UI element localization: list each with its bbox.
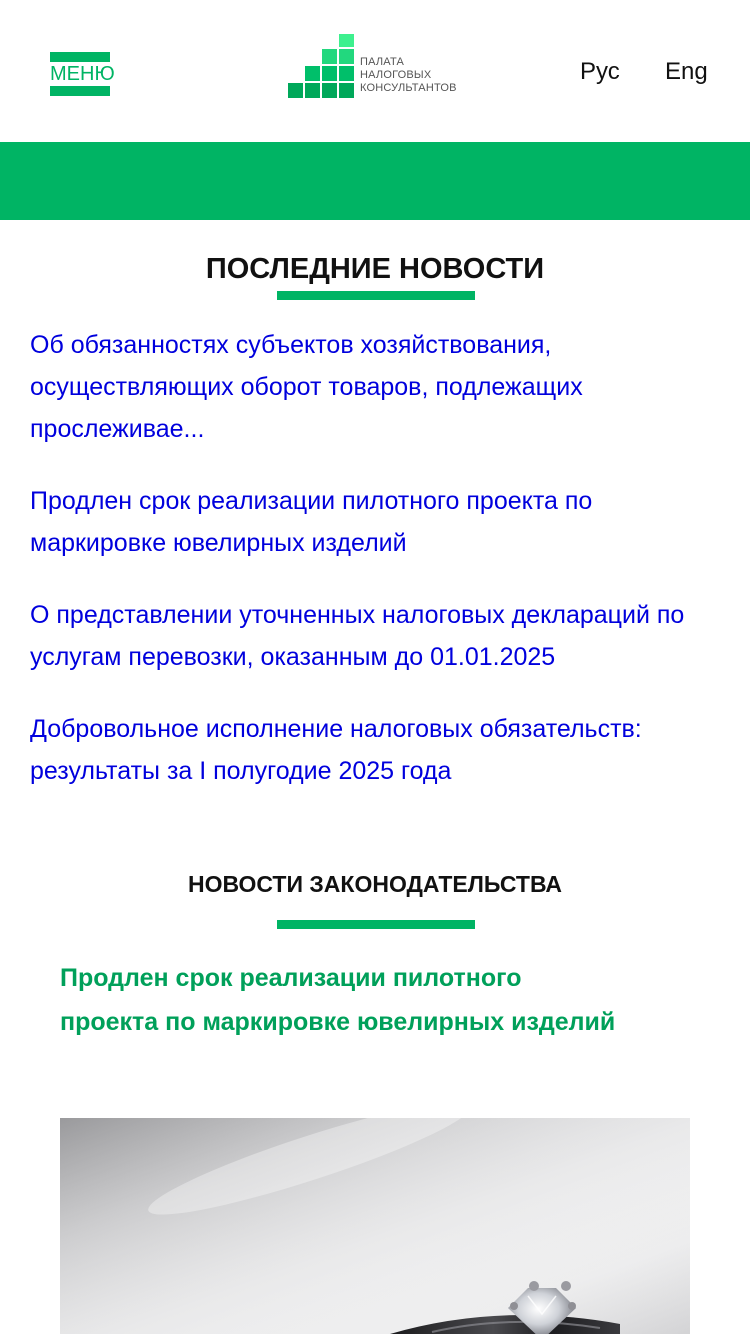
chamber-logo[interactable] xyxy=(288,34,468,98)
green-banner xyxy=(0,142,750,220)
news-link[interactable]: О представлении уточненных налоговых деклараций по услугам перевозки, оказанным до 01.01.2025 xyxy=(30,601,685,671)
feature-article-image[interactable] xyxy=(60,1118,690,1334)
list-item xyxy=(30,594,730,678)
logo-bars-icon xyxy=(288,34,354,98)
latest-news-underline xyxy=(277,291,475,300)
legislation-news-title: НОВОСТИ ЗАКОНОДАТЕЛЬСТВА xyxy=(187,871,563,897)
news-link[interactable]: Продлен срок реализации пилотного проекта по маркировке ювелирных изделий xyxy=(30,487,593,557)
news-link[interactable]: Об обязанностях субъектов хозяйствования, осуществляющих оборот товаров, подлежащих прослеживае... xyxy=(30,331,583,443)
logo-line-3: КОНСУЛЬТАНТОВ xyxy=(360,82,457,94)
menu-label: МЕНЮ xyxy=(50,63,115,85)
site-header xyxy=(0,0,750,142)
language-en-link[interactable]: Eng xyxy=(665,58,708,85)
language-ru-link[interactable]: Рус xyxy=(580,58,620,85)
feature-article-title[interactable]: Продлен срок реализации пилотного проекта по маркировке ювелирных изделий xyxy=(60,964,616,1036)
menu-bar-bottom xyxy=(50,86,110,96)
menu-bar-top xyxy=(50,52,110,62)
latest-news-list xyxy=(30,324,730,822)
list-item xyxy=(30,480,730,564)
news-link[interactable]: Добровольное исполнение налоговых обязательств: результаты за I полугодие 2025 года xyxy=(30,715,642,785)
list-item xyxy=(30,324,730,450)
logo-text xyxy=(360,56,457,95)
logo-line-2: НАЛОГОВЫХ xyxy=(360,69,432,81)
logo-line-1: ПАЛАТА xyxy=(360,56,405,68)
diamond-ring-image xyxy=(60,1118,690,1334)
legislation-news-underline xyxy=(277,920,475,929)
list-item xyxy=(30,708,730,792)
latest-news-title: ПОСЛЕДНИЕ НОВОСТИ xyxy=(205,253,545,285)
menu-button[interactable] xyxy=(50,52,115,96)
